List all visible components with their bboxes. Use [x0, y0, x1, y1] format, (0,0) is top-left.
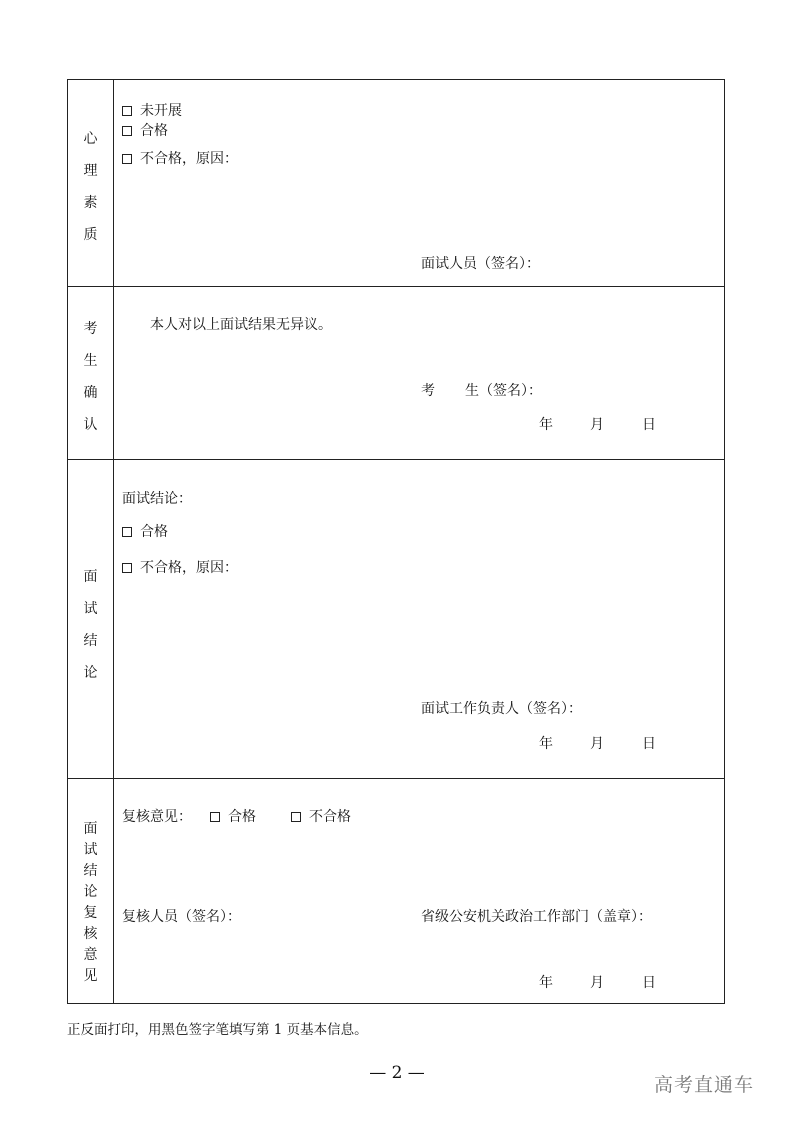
review-label-char: 论 [83, 884, 98, 900]
row-divider [68, 286, 724, 287]
review-option-fail[interactable] [291, 808, 351, 826]
review-option-pass[interactable] [210, 808, 256, 826]
option-label: 合格 [140, 524, 168, 540]
conclusion-label [68, 566, 113, 682]
checkbox-icon[interactable] [210, 812, 220, 822]
review-heading: 复核意见： [122, 809, 192, 825]
date-year: 年 [539, 975, 553, 991]
conclusion-option-fail[interactable] [122, 559, 238, 577]
checkbox-icon[interactable] [122, 154, 132, 164]
psych-option-pass[interactable] [122, 122, 168, 140]
confirm-label-char: 确 [83, 385, 98, 401]
checkbox-icon[interactable] [291, 812, 301, 822]
option-label: 未开展 [140, 103, 182, 119]
psych-label [68, 128, 113, 244]
checkbox-icon[interactable] [122, 527, 132, 537]
confirm-label-char: 生 [83, 353, 98, 369]
date-day: 日 [642, 417, 656, 433]
option-label: 合格 [140, 123, 168, 139]
conclusion-option-pass[interactable] [122, 523, 168, 541]
confirm-label [68, 318, 113, 434]
review-label-char: 复 [83, 905, 98, 921]
psych-signer-label: 面试人员（签名）： [421, 256, 540, 272]
review-label [68, 818, 113, 985]
conclusion-label-char: 结 [83, 633, 98, 649]
checkbox-icon[interactable] [122, 106, 132, 116]
psych-option-not-conducted[interactable] [122, 102, 182, 120]
interview-form-table [67, 79, 725, 1004]
department-seal-label: 省级公安机关政治工作部门（盖章）： [421, 909, 652, 925]
confirm-label-char: 认 [83, 417, 98, 433]
date-month: 月 [590, 417, 604, 433]
checkbox-icon[interactable] [122, 126, 132, 136]
psych-label-char: 心 [83, 131, 98, 147]
row-divider [68, 778, 724, 779]
confirm-label-char: 考 [83, 321, 98, 337]
option-label: 不合格，原因： [140, 151, 238, 167]
confirm-statement: 本人对以上面试结果无异议。 [150, 317, 332, 333]
candidate-signer-label-a: 考 [421, 383, 435, 399]
review-label-char: 结 [83, 863, 98, 879]
review-label-char: 面 [83, 821, 98, 837]
checkbox-icon[interactable] [122, 563, 132, 573]
date-month: 月 [590, 736, 604, 752]
psych-label-char: 素 [83, 195, 98, 211]
psych-label-char: 理 [83, 163, 98, 179]
row-divider [68, 459, 724, 460]
date-day: 日 [642, 736, 656, 752]
psych-label-char: 质 [83, 227, 98, 243]
review-label-char: 意 [83, 947, 98, 963]
psych-option-fail[interactable] [122, 150, 238, 168]
conclusion-heading: 面试结论： [122, 491, 192, 507]
review-label-char: 试 [83, 842, 98, 858]
conclusion-label-char: 论 [83, 665, 98, 681]
date-year: 年 [539, 417, 553, 433]
date-month: 月 [590, 975, 604, 991]
option-label: 不合格 [309, 809, 351, 825]
date-year: 年 [539, 736, 553, 752]
candidate-signer-label-b: 生（签名）： [465, 383, 542, 399]
conclusion-signer-label: 面试工作负责人（签名）： [421, 701, 582, 717]
date-day: 日 [642, 975, 656, 991]
review-label-char: 核 [83, 926, 98, 942]
review-label-char: 见 [83, 968, 98, 984]
option-label: 合格 [228, 809, 256, 825]
conclusion-label-char: 面 [83, 569, 98, 585]
label-column-divider [113, 80, 114, 1003]
page-number: — 2 — [369, 1063, 425, 1083]
footer-note: 正反面打印，用黑色签字笔填写第 1 页基本信息。 [67, 1022, 368, 1038]
option-label: 不合格，原因： [140, 560, 238, 576]
watermark: 高考直通车 [654, 1074, 755, 1096]
conclusion-label-char: 试 [83, 601, 98, 617]
reviewer-signer-label: 复核人员（签名）： [122, 909, 241, 925]
